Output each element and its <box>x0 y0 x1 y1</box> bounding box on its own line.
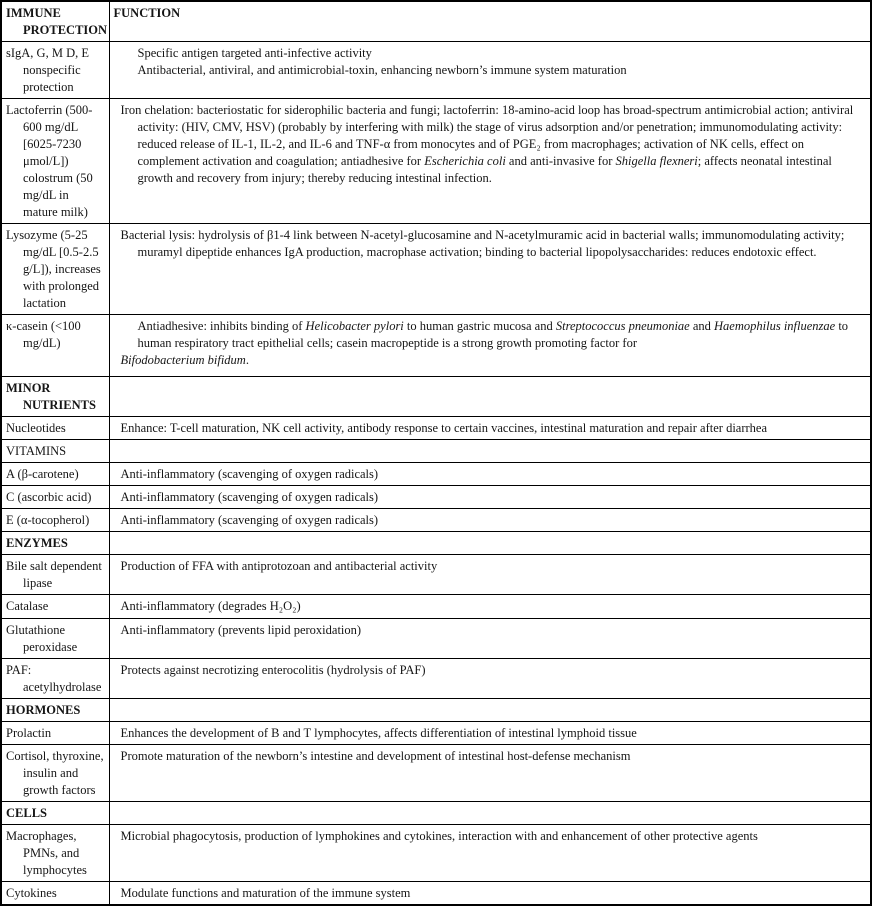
function-cell <box>109 315 871 377</box>
table-row <box>1 745 871 802</box>
protection-cell <box>1 745 109 802</box>
function-paragraph: Modulate functions and maturation of the immune system <box>120 886 411 900</box>
function-cell <box>109 745 871 802</box>
protection-cell <box>1 595 109 619</box>
function-paragraph: Anti-inflammatory (prevents lipid peroxidation) <box>120 623 362 637</box>
protection-label: MINOR NUTRIENTS <box>6 381 96 412</box>
function-cell <box>109 440 871 463</box>
protection-cell <box>1 825 109 882</box>
protection-cell <box>1 315 109 377</box>
function-cell <box>109 882 871 906</box>
function-cell <box>109 463 871 486</box>
protection-cell <box>1 619 109 659</box>
protection-label: Catalase <box>6 599 49 613</box>
col-header-immune-protection-label: IMMUNE PROTECTION <box>6 6 108 37</box>
function-paragraph: Anti-inflammatory (scavenging of oxygen radicals) <box>120 467 379 481</box>
function-paragraph: Bifodobacterium bifidum. <box>120 353 249 367</box>
table-row <box>1 99 871 224</box>
protection-cell <box>1 882 109 906</box>
function-paragraph: Bacterial lysis: hydrolysis of β1-4 link between N-acetyl-glucosamine and N-acetylmuramic acid in bacterial walls; immunomodulating activity; muramyl dipeptide enhances IgA production, macrophase activation; binding to bacterial lipopolysaccharides: reduces endotoxic effect. <box>120 228 845 259</box>
table-row <box>1 42 871 99</box>
protection-cell <box>1 486 109 509</box>
function-paragraph: Specific antigen targeted anti-infective activity <box>137 46 372 60</box>
protection-label: sIgA, G, M D, E nonspecific protection <box>6 46 89 94</box>
function-cell <box>109 699 871 722</box>
protection-cell <box>1 99 109 224</box>
function-cell <box>109 619 871 659</box>
protection-label: Cytokines <box>6 886 57 900</box>
protection-label: Lysozyme (5-25 mg/dL [0.5-2.5 g/L]), increases with prolonged lactation <box>6 228 101 310</box>
function-paragraph: Enhances the development of B and T lymphocytes, affects differentiation of intestinal lymphoid tissue <box>120 726 637 740</box>
section-row <box>1 440 871 463</box>
col-header-function <box>109 1 871 42</box>
protection-cell <box>1 417 109 440</box>
function-paragraph: Anti-inflammatory (scavenging of oxygen radicals) <box>120 513 379 527</box>
section-row <box>1 532 871 555</box>
function-paragraph: Production of FFA with antiprotozoan and antibacterial activity <box>120 559 438 573</box>
function-paragraph: Microbial phagocytosis, production of lymphokines and cytokines, interaction with and enhancement of other protective agents <box>120 829 758 843</box>
protection-cell <box>1 42 109 99</box>
function-cell <box>109 509 871 532</box>
protection-label: HORMONES <box>6 703 81 717</box>
col-header-function-label: FUNCTION <box>113 6 181 20</box>
protection-cell <box>1 555 109 595</box>
protection-label: Bile salt dependent lipase <box>6 559 102 590</box>
protection-cell <box>1 509 109 532</box>
section-row <box>1 377 871 417</box>
section-row <box>1 699 871 722</box>
function-cell <box>109 722 871 745</box>
protection-cell <box>1 463 109 486</box>
table-row <box>1 882 871 906</box>
protection-cell <box>1 224 109 315</box>
protection-cell <box>1 532 109 555</box>
protection-label: CELLS <box>6 806 47 820</box>
function-paragraph: Antibacterial, antiviral, and antimicrobial-toxin, enhancing newborn’s immune system maturation <box>137 63 627 77</box>
function-cell <box>109 417 871 440</box>
table-row <box>1 595 871 619</box>
function-cell <box>109 377 871 417</box>
function-cell <box>109 532 871 555</box>
function-cell <box>109 825 871 882</box>
protection-label: Nucleotides <box>6 421 66 435</box>
function-cell <box>109 224 871 315</box>
protection-label: Macrophages, PMNs, and lymphocytes <box>6 829 87 877</box>
function-cell <box>109 555 871 595</box>
function-cell <box>109 486 871 509</box>
table-row <box>1 224 871 315</box>
protection-label: Cortisol, thyroxine, insulin and growth factors <box>6 749 104 797</box>
table-row <box>1 417 871 440</box>
section-row <box>1 802 871 825</box>
function-cell <box>109 659 871 699</box>
function-cell <box>109 595 871 619</box>
table-row <box>1 509 871 532</box>
function-paragraph: Anti-inflammatory (scavenging of oxygen radicals) <box>120 490 379 504</box>
table-row <box>1 659 871 699</box>
table-row <box>1 722 871 745</box>
protection-cell <box>1 377 109 417</box>
table-row <box>1 486 871 509</box>
col-header-immune-protection <box>1 1 109 42</box>
table-header-row <box>1 1 871 42</box>
protection-cell <box>1 659 109 699</box>
function-paragraph: Iron chelation: bacteriostatic for siderophilic bacteria and fungi; lactoferrin: 18-amino-acid loop has broad-spectrum antimicrobial action; antiviral activity: (HIV, CMV, HSV) (probably by interfering with milk) the stage of virus adsorption and/or penetration; immunomodulating activity: reduced release of IL-1, IL-2, and IL-6 and TNF-α from monocytes and of PGE₂ from macrophages; activation of NK cells, effect on complement activation and coagulation; antiadhesive for Escherichia coli and anti-invasive for Shigella flexneri; affects neonatal intestinal growth and recovery from injury; thereby reducing intestinal infection. <box>120 103 854 185</box>
protection-cell <box>1 699 109 722</box>
protection-label: Glutathione peroxidase <box>6 623 78 654</box>
protection-label: PAF: acetylhydrolase <box>6 663 102 694</box>
protection-label: E (α-tocopherol) <box>6 513 90 527</box>
protection-label: Lactoferrin (500-600 mg/dL [6025-7230 μmol/L]) colostrum (50 mg/dL in mature milk) <box>6 103 93 219</box>
table-row <box>1 463 871 486</box>
function-cell <box>109 99 871 224</box>
table-row <box>1 315 871 377</box>
table-row <box>1 619 871 659</box>
function-paragraph: Protects against necrotizing enterocolitis (hydrolysis of PAF) <box>120 663 426 677</box>
table-row <box>1 825 871 882</box>
protection-label: C (ascorbic acid) <box>6 490 92 504</box>
table-row <box>1 555 871 595</box>
protection-label: Prolactin <box>6 726 52 740</box>
protection-cell <box>1 722 109 745</box>
protection-label: ENZYMES <box>6 536 68 550</box>
protection-cell <box>1 802 109 825</box>
protection-cell <box>1 440 109 463</box>
function-paragraph: Antiadhesive: inhibits binding of Helicobacter pylori to human gastric mucosa and Streptococcus pneumoniae and Haemophilus influenzae to human respiratory tract epithelial cells; casein macropeptide is a strong growth promoting factor for <box>137 319 849 350</box>
protection-label: VITAMINS <box>6 444 67 458</box>
function-paragraph: Promote maturation of the newborn’s intestine and development of intestinal host-defense mechanism <box>120 749 631 763</box>
protection-label: κ-casein (<100 mg/dL) <box>6 319 81 350</box>
function-paragraph: Anti-inflammatory (degrades H₂O₂) <box>120 599 301 613</box>
function-cell <box>109 802 871 825</box>
function-cell <box>109 42 871 99</box>
protection-label: A (β-carotene) <box>6 467 79 481</box>
function-paragraph: Enhance: T-cell maturation, NK cell activity, antibody response to certain vaccines, intestinal maturation and repair after diarrhea <box>120 421 768 435</box>
